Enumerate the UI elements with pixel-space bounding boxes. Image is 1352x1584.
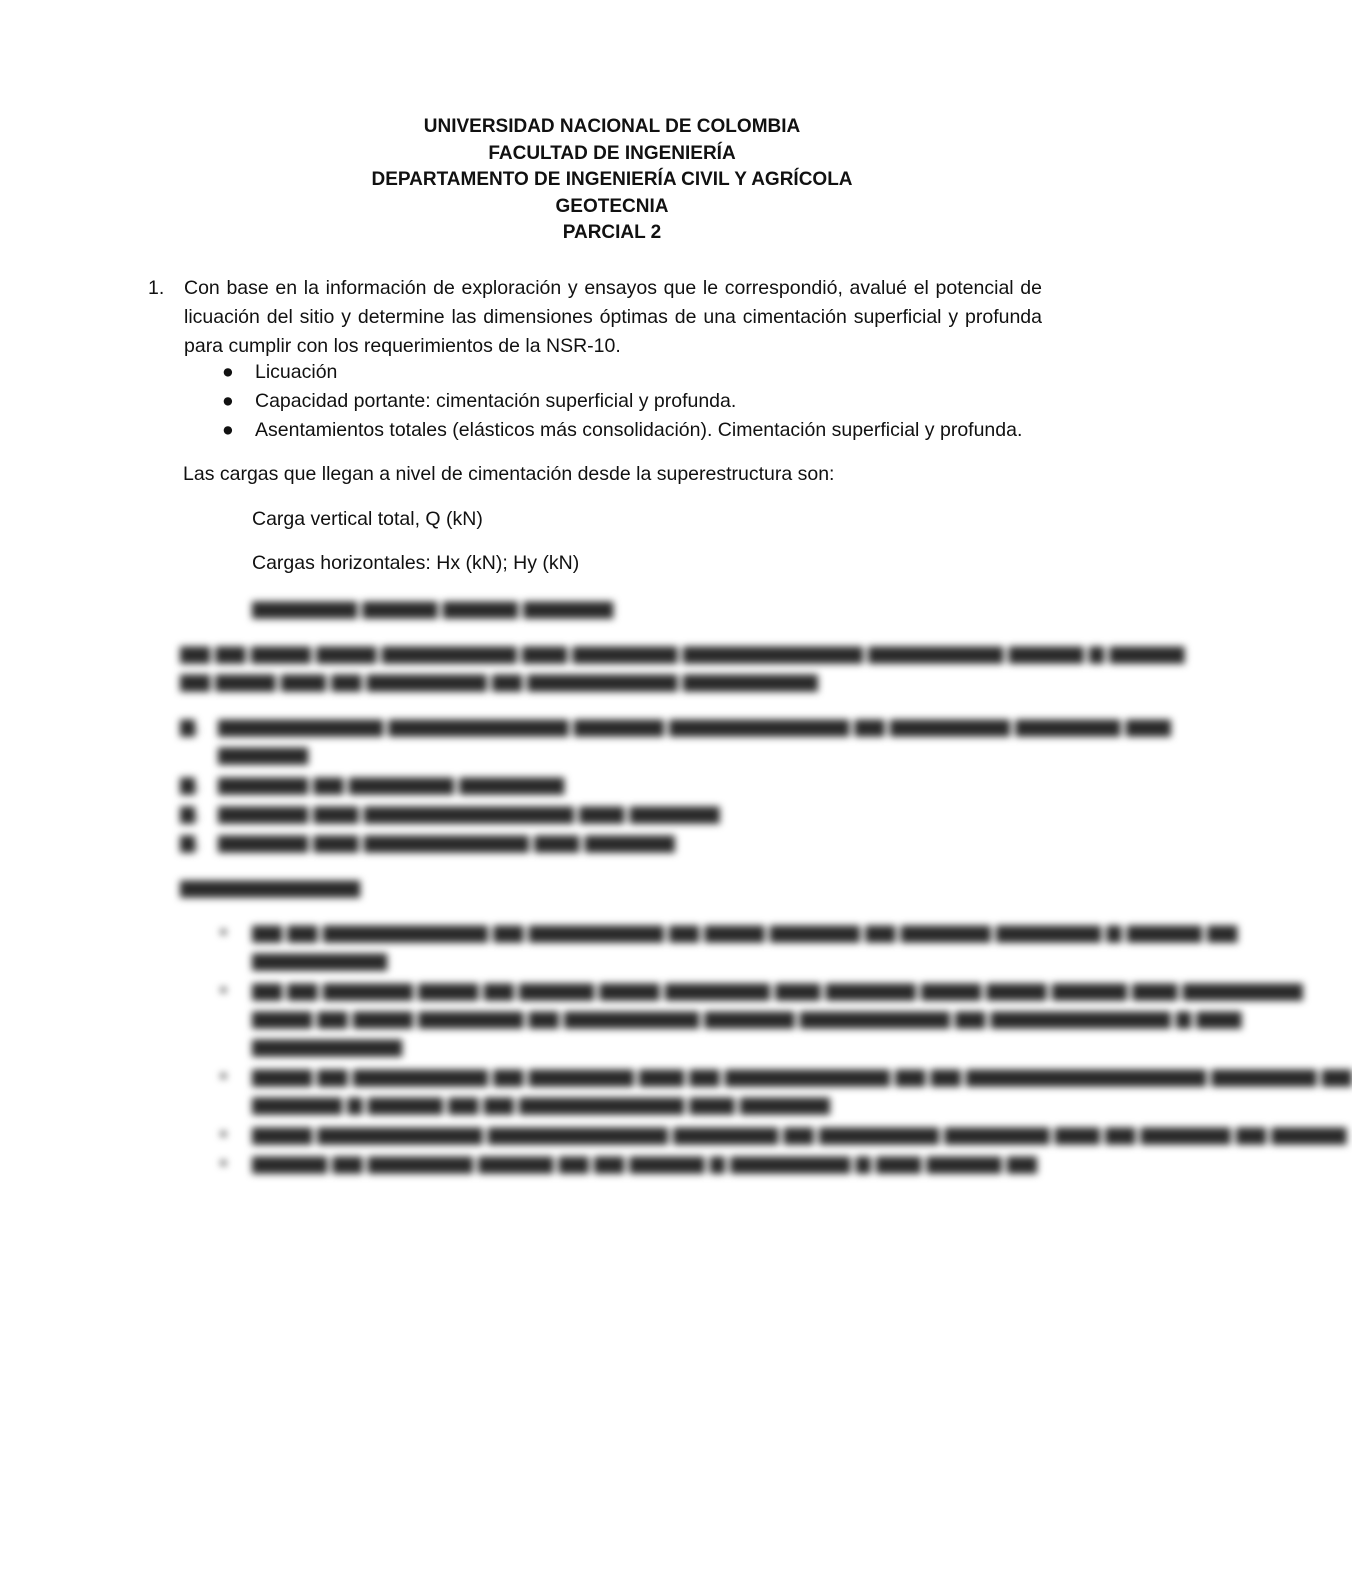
blurred-line: ▆▆▆▆ ▆▆ ▆▆▆▆ ▆▆▆▆▆▆▆ ▆▆ ▆▆▆▆▆▆▆▆▆ ▆▆▆▆▆▆ ▆▆▆▆▆▆▆▆▆▆ ▆▆ ▆▆▆▆▆▆▆▆▆▆▆▆ ▆ ▆▆▆ [252, 1007, 1242, 1029]
course-title: GEOTECNIA [555, 195, 669, 217]
blurred-line: ▆▆▆▆▆▆▆ ▆▆▆▆▆ ▆▆▆▆▆ ▆▆▆▆▆▆ [252, 597, 614, 619]
blurred-line: ▆▆▆▆▆ ▆▆ ▆▆▆▆▆▆▆ ▆▆▆▆▆ ▆▆ ▆▆ ▆▆▆▆▆ ▆ ▆▆▆▆▆▆▆▆ ▆ ▆▆▆ ▆▆▆▆▆ ▆▆ [252, 1152, 1037, 1174]
bullet-icon: ● [222, 419, 234, 441]
question-text: Con base en la información de exploración y ensayos que le correspondió, avalué el potencial de licuación del sitio y determine las dimensiones óptimas de una cimentación superficial y profunda para cumplir con los requerimientos de la NSR-10. [184, 277, 1042, 357]
blurred-line: ▆▆▆▆▆▆ ▆ ▆▆▆▆▆ ▆▆ ▆▆ ▆▆▆▆▆▆▆▆▆▆▆ ▆▆▆ ▆▆▆▆▆▆ [252, 1093, 830, 1115]
exam-title: PARCIAL 2 [562, 222, 662, 244]
bullet-label: Capacidad portante: cimentación superficial y profunda. [255, 390, 737, 412]
blurred-line: ▆▆▆▆▆▆ [218, 743, 308, 765]
blurred-line: ▆▆▆▆▆▆ ▆▆▆ ▆▆▆▆▆▆▆▆▆▆▆▆▆▆ ▆▆▆ ▆▆▆▆▆▆ [218, 802, 720, 824]
blurred-line: ▆▆▆▆ ▆▆▆▆▆▆▆▆▆▆▆ ▆▆▆▆▆▆▆▆▆▆▆▆ ▆▆▆▆▆▆▆ ▆▆ ▆▆▆▆▆▆▆▆ ▆▆▆▆▆▆▆ ▆▆▆ ▆▆ ▆▆▆▆▆▆ ▆▆ ▆▆▆▆▆ [252, 1123, 1347, 1145]
blurred-line: ▪ [220, 1123, 227, 1145]
blurred-line: ▆▆ ▆▆ ▆▆▆▆▆▆ ▆▆▆▆ ▆▆ ▆▆▆▆▆ ▆▆▆▆ ▆▆▆▆▆▆▆ ▆▆▆ ▆▆▆▆▆▆ ▆▆▆▆ ▆▆▆▆ ▆▆▆▆▆ ▆▆▆ ▆▆▆▆▆▆▆▆ [252, 979, 1303, 1001]
blurred-line: ▆▆▆▆▆▆▆▆▆▆ [252, 1035, 402, 1057]
bullet-icon: ● [222, 390, 234, 412]
blurred-line: ▆. [180, 831, 201, 853]
blurred-line: ▪ [220, 1065, 227, 1087]
bullet-label: Licuación [255, 361, 338, 383]
bullet-item-asentamientos [222, 416, 1022, 445]
blurred-line: ▆▆ ▆▆ ▆▆▆▆ ▆▆▆▆ ▆▆▆▆▆▆▆▆▆ ▆▆▆ ▆▆▆▆▆▆▆ ▆▆▆▆▆▆▆▆▆▆▆▆ ▆▆▆▆▆▆▆▆▆ ▆▆▆▆▆ ▆ ▆▆▆▆▆ [180, 642, 1185, 664]
blurred-line: ▪ [220, 979, 227, 1001]
blurred-line: ▆. [180, 773, 201, 795]
question-number: 1. [148, 277, 165, 299]
blurred-line: ▆▆▆▆▆▆▆▆▆▆▆▆ [180, 876, 360, 898]
bullet-icon: ● [222, 361, 234, 383]
faculty-title: FACULTAD DE INGENIERÍA [488, 142, 736, 164]
blurred-line: ▆▆▆▆▆▆▆▆▆ [252, 949, 387, 971]
bullet-item-capacidad [222, 387, 1022, 416]
blurred-line: ▆▆▆▆▆▆ ▆▆▆ ▆▆▆▆▆▆▆▆▆▆▆ ▆▆▆ ▆▆▆▆▆▆ [218, 831, 675, 853]
blurred-line: ▆. [180, 715, 201, 737]
loads-intro: Las cargas que llegan a nivel de cimentación desde la superestructura son: [183, 463, 835, 485]
blurred-line: ▆▆ ▆▆ ▆▆▆▆▆▆▆▆▆▆▆ ▆▆ ▆▆▆▆▆▆▆▆▆ ▆▆ ▆▆▆▆ ▆▆▆▆▆▆ ▆▆ ▆▆▆▆▆▆ ▆▆▆▆▆▆▆ ▆ ▆▆▆▆▆ ▆▆ [252, 921, 1238, 943]
bullet-label: Asentamientos totales (elásticos más consolidación). Cimentación superficial y profunda. [255, 419, 1023, 441]
blurred-line: ▆▆▆▆▆▆ ▆▆ ▆▆▆▆▆▆▆ ▆▆▆▆▆▆▆ [218, 773, 565, 795]
load-horizontal: Cargas horizontales: Hx (kN); Hy (kN) [252, 552, 580, 574]
department-title: DEPARTAMENTO DE INGENIERÍA CIVIL Y AGRÍCOLA [371, 169, 853, 191]
blurred-line: ▆▆▆▆▆▆▆▆▆▆▆ ▆▆▆▆▆▆▆▆▆▆▆▆ ▆▆▆▆▆▆ ▆▆▆▆▆▆▆▆▆▆▆▆ ▆▆ ▆▆▆▆▆▆▆▆ ▆▆▆▆▆▆▆ ▆▆▆ [218, 715, 1171, 737]
blurred-line: ▆. [180, 802, 201, 824]
bullet-list [222, 358, 1022, 445]
blurred-line: ▆▆▆▆ ▆▆ ▆▆▆▆▆▆▆▆▆ ▆▆ ▆▆▆▆▆▆▆ ▆▆▆ ▆▆ ▆▆▆▆▆▆▆▆▆▆▆ ▆▆ ▆▆ ▆▆▆▆▆▆▆▆▆▆▆▆▆▆▆▆ ▆▆▆▆▆▆▆ ▆▆ [252, 1065, 1352, 1087]
bullet-item-licuacion [222, 358, 1022, 387]
university-title: UNIVERSIDAD NACIONAL DE COLOMBIA [423, 116, 801, 137]
document-header [0, 114, 1224, 247]
blurred-line: ▪ [220, 1152, 227, 1174]
blurred-line: ▆▆ ▆▆▆▆ ▆▆▆ ▆▆ ▆▆▆▆▆▆▆▆ ▆▆ ▆▆▆▆▆▆▆▆▆▆ ▆▆▆▆▆▆▆▆▆ [180, 670, 818, 692]
load-vertical: Carga vertical total, Q (kN) [252, 508, 483, 530]
blurred-line: ▪ [220, 921, 227, 943]
